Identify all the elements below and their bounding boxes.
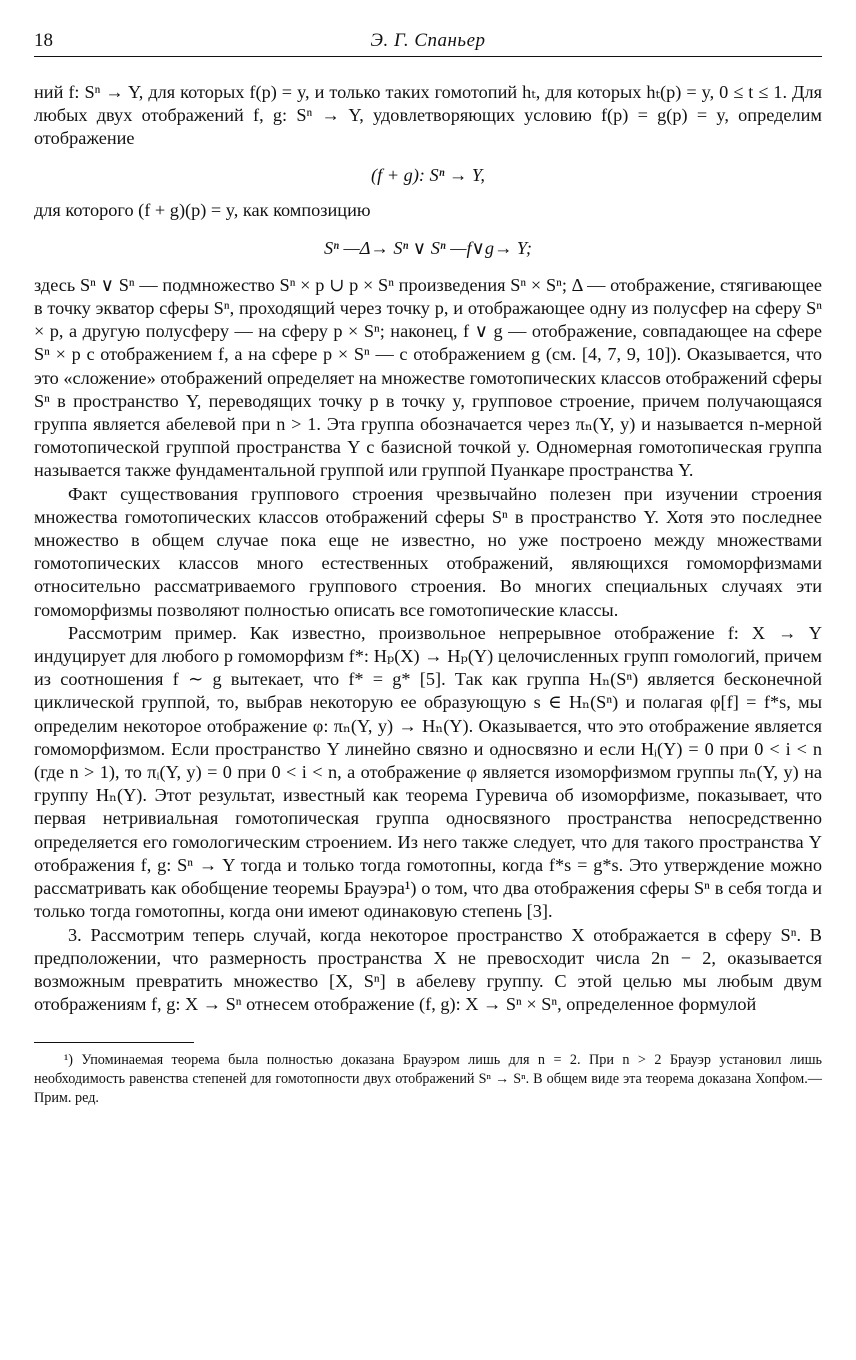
display-formula-1: (f + g): Sⁿ → Y, bbox=[371, 164, 485, 185]
running-head: Э. Г. Спаньер bbox=[370, 30, 486, 51]
paragraph-1: ний f: Sⁿ → Y, для которых f(p) = y, и только таких гомотопий hₜ, для которых hₜ(p) = y, 0 ≤ t ≤ 1. Для любых двух отображений f, g: Sⁿ → Y, удовлетворяющих условию f(p) = g(p) = y, определим отображение bbox=[34, 82, 822, 149]
paragraph-5: Рассмотрим пример. Как известно, произвольное непрерывное отображение f: X → Y индуцирует для любого p гомоморфизм f*: Hₚ(X) → Hₚ(Y) целочисленных групп гомологий, причем из соотношения f ∼ g вытекает, что f* = g* [5]. Так как группа Hₙ(Sⁿ) является бесконечной циклической группой, то, выбрав некоторую ее образующую s ∈ Hₙ(Sⁿ) и полагая φ[f] = f*s, мы определим некоторое отображение φ: πₙ(Y, y) → Hₙ(Y). Оказывается, что это отображение является гомоморфизмом. Если пространство Y линейно связно и односвязно и если Hᵢ(Y) = 0 при 0 < i < n (где n > 1), то πᵢ(Y, y) = 0 при 0 < i < n, а отображение φ является изоморфизмом группы πₙ(Y, y) на группу Hₙ(Y). Этот результат, известный как теорема Гуревича об изоморфизме, показывает, что первая нетривиальная гомотопическая группа односвязного пространства непосредственно определяется его гомологическим строением. Из него также следует, что для такого пространства Y отображения f, g: Sⁿ → Y тогда и только тогда гомотопны, когда f*s = g*s. Это утверждение можно рассматривать как обобщение теоремы Брауэра¹) о том, что два отображения сферы Sⁿ в себя тогда и только тогда гомотопны, когда они имеют одинаковую степень [3]. bbox=[34, 622, 822, 922]
page-number: 18 bbox=[34, 30, 53, 51]
display-formula-2: Sⁿ —Δ→ Sⁿ ∨ Sⁿ —f∨g→ Y; bbox=[324, 237, 532, 258]
footnote-divider bbox=[34, 1042, 194, 1043]
document-page bbox=[34, 30, 822, 1107]
footnote: ¹) Упоминаемая теорема была полностью доказана Брауэром лишь для n = 2. При n > 2 Брауэр установил лишь необходимость равенства степеней для гомотопности двух отображений Sⁿ → Sⁿ. В общем виде эта теорема доказана Хопфом.— Прим. ред. bbox=[34, 1052, 822, 1106]
paragraph-4: Факт существования группового строения чрезвычайно полезен при изучении строения множества гомотопических классов отображений сферы Sⁿ в пространство Y. Хотя это последнее множество в общем случае пока еще не известно, но уже построено между множествами гомотопических классов много естественных отображений, являющихся гомоморфизмами относительно рассматриваемого группового строения. Во многих специальных случаях эти гомоморфизмы позволяют полностью описать все гомотопические классы. bbox=[34, 483, 822, 620]
paragraph-6: 3. Рассмотрим теперь случай, когда некоторое пространство X отображается в сферу Sⁿ. В предположении, что размерность пространства X не превосходит числа 2n − 2, оказывается возможным превратить множество [X, Sⁿ] в абелеву группу. С этой целью мы любым двум отображениям f, g: X → Sⁿ отнесем отображение (f, g): X → Sⁿ × Sⁿ, определенное формулой bbox=[34, 924, 822, 1015]
paragraph-2: для которого (f + g)(p) = y, как композицию bbox=[34, 199, 371, 220]
page-header bbox=[34, 30, 822, 57]
paragraph-3: здесь Sⁿ ∨ Sⁿ — подмножество Sⁿ × p ∪ p × Sⁿ произведения Sⁿ × Sⁿ; Δ — отображение, стягивающее в точку экватор сферы Sⁿ, проходящий через точку p, и отображающее одну из полусфер на сферу Sⁿ × p, а другую полусферу — на сферу p × Sⁿ; наконец, f ∨ g — отображение, совпадающее на сфере Sⁿ × p с отображением f, а на сфере p × Sⁿ — с отображением g (см. [4, 7, 9, 10]). Оказывается, что это «сложение» отображений определяет на множестве гомотопических классов отображений сферы Sⁿ в пространство Y, переводящих точку p в точку y, групповое строение, причем получающаяся группа является абелевой при n > 1. Эта группа обозначается через πₙ(Y, y) и называется n-мерной гомотопической группой пространства Y с базисной точкой y. Одномерная гомотопическая группа называется также фундаментальной группой или группой Пуанкаре пространства Y. bbox=[34, 274, 822, 481]
